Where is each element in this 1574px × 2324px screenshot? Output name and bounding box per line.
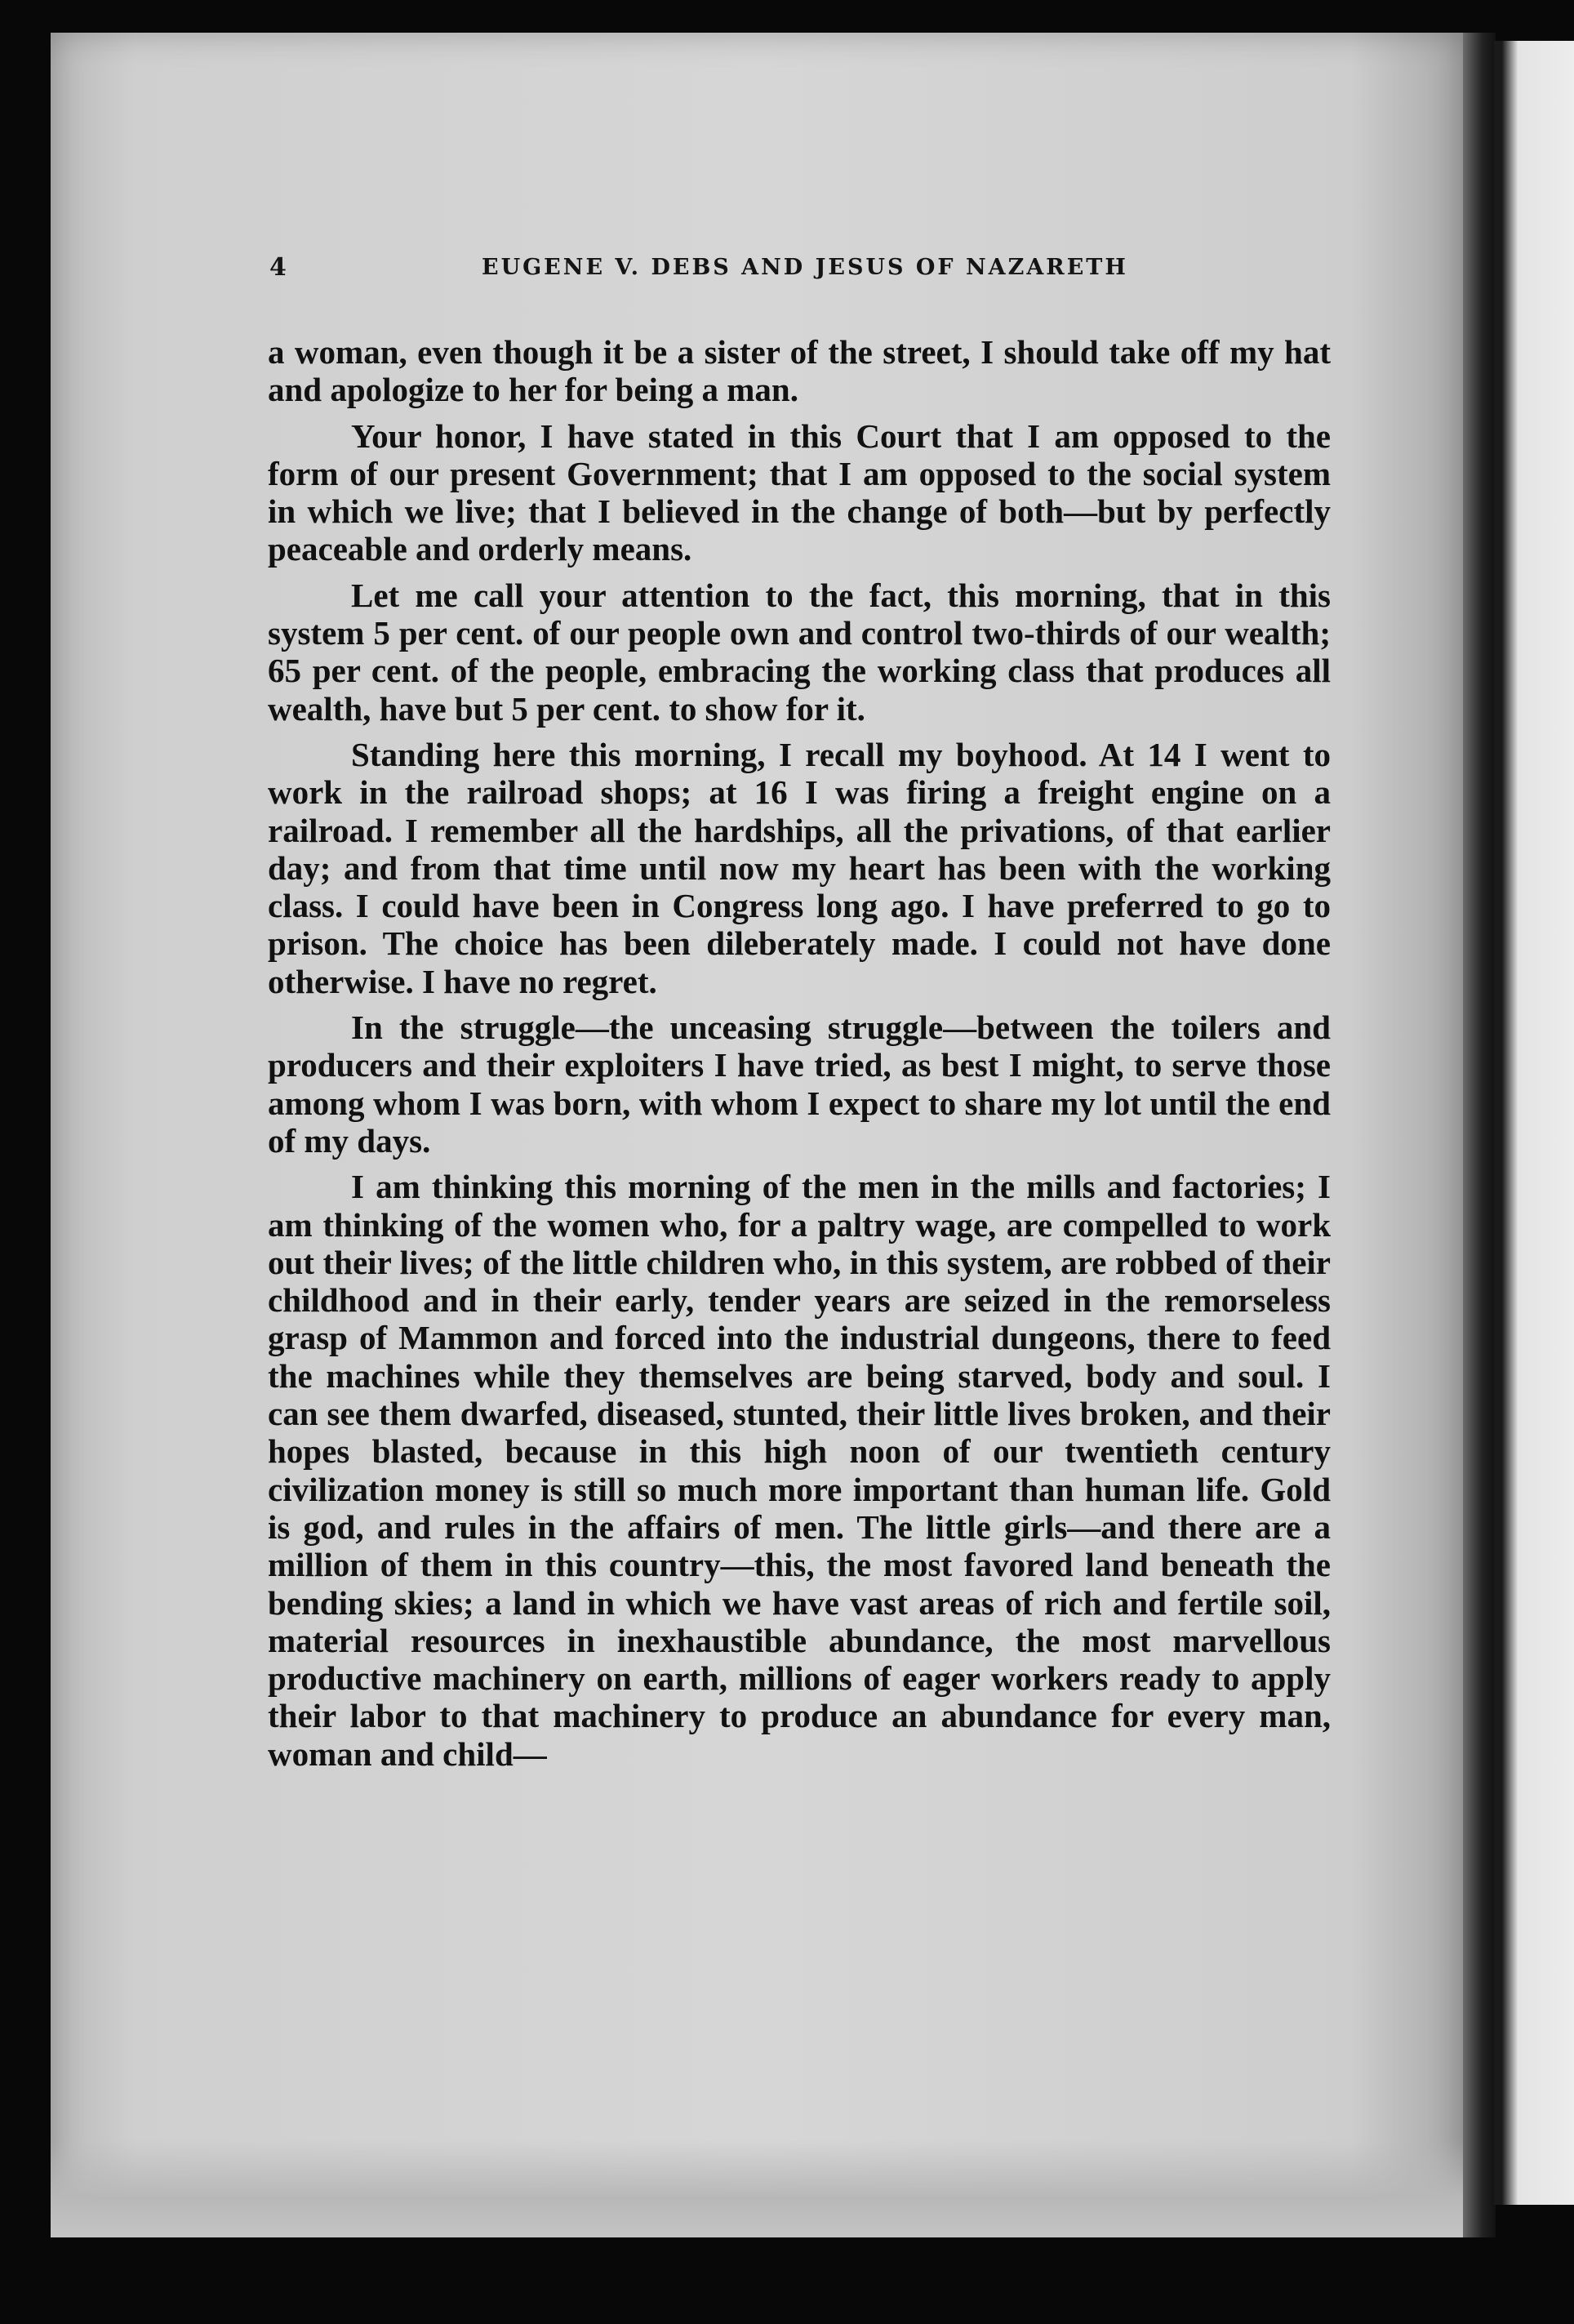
paragraph: I am thinking this morning of the men in the mills and factories; I am thinking of the women who, for a paltry wage, are compelled to work out their lives; of the little children who, in this system, are robbed of their childhood and in their early, tender years are seized in the remorseless grasp of Mammon and forced into the industrial dungeons, there to feed the machines while they themselves are being starved, body and soul. I can see them dwarfed, diseased, stunted, their little lives broken, and their hopes blasted, because in this high noon of our twentieth century civilization money is still so much more important than human life. Gold is god, and rules in the affairs of men. The little girls—and there are a million of them in this country—this, the most favored land beneath the bending skies; a land in which we have vast areas of rich and fertile soil, material resources in inexhaustible abundance, the most marvellous productive machinery on earth, millions of eager workers ready to apply their labor to that machinery to produce an abundance for every man, woman and child— [268,1168,1331,1773]
paragraph: Let me call your attention to the fact, this morning, that in this system 5 per cent. of our people own and control two-thirds of our wealth; 65 per cent. of the people, embracing the working class that produces all wealth, have but 5 per cent. to show for it. [268,576,1331,728]
paragraph: Standing here this morning, I recall my boyhood. At 14 I went to work in the railroad shops; at 16 I was firing a freight engine on a railroad. I remember all the hardships, all the privations, of that earlier day; and from that time until now my heart has been with the working class. I could have been in Congress long ago. I have preferred to go to prison. The choice has been dileberately made. I could not have done otherwise. I have no regret. [268,735,1331,1000]
page-number: 4 [269,253,287,282]
next-page-edge [1494,41,1574,2205]
paragraph-continuation: a woman, even though it be a sister of the street, I should take off my hat and apologize to her for being a man. [268,333,1331,409]
body-text [268,333,1331,1781]
running-head [269,253,1331,286]
running-title: EUGENE V. DEBS AND JESUS OF NAZARETH [482,255,1128,280]
paragraph: In the struggle—the unceasing struggle—between the toilers and producers and their exploiters I have tried, as best I might, to serve those among whom I was born, with whom I expect to share my lot until the end of my days. [268,1008,1331,1160]
page-bottom-band [51,2139,1463,2237]
gutter-shadow [1463,33,1496,2237]
paragraph: Your honor, I have stated in this Court that I am opposed to the form of our present Government; that I am opposed to the social system in which we live; that I believed in the change of both—but by perfectly peaceable and orderly means. [268,416,1331,568]
